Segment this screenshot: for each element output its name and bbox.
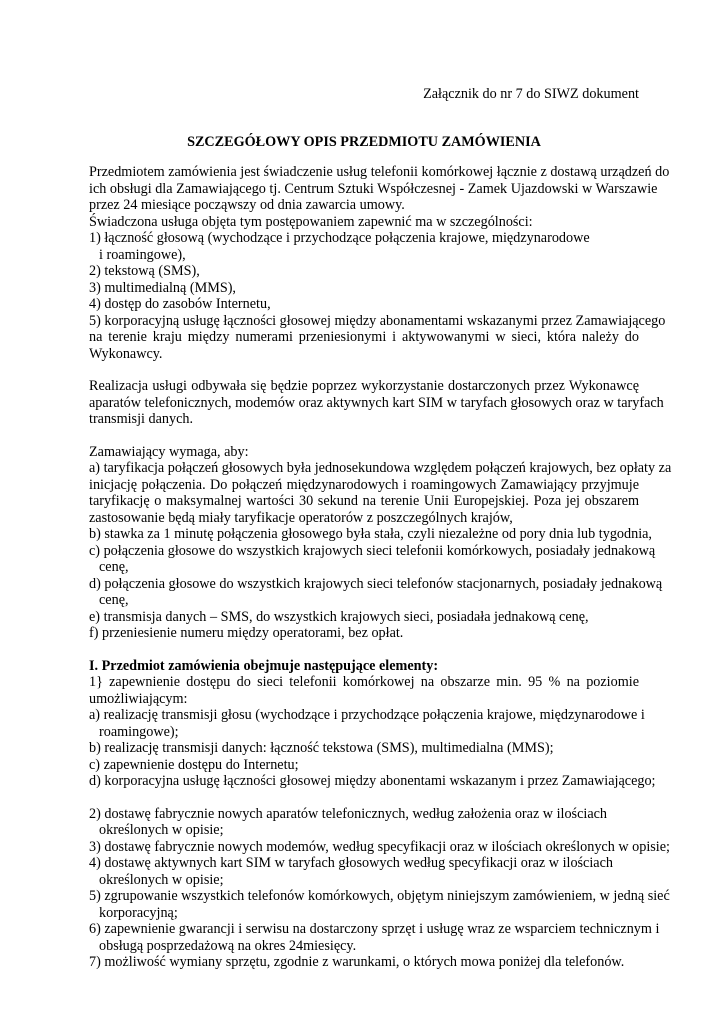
list-item: 3) multimedialną (MMS), (89, 279, 236, 296)
list-item-continuation: zastosowanie będą miały taryfikacje operatorów z poszczególnych krajów, (89, 509, 513, 526)
list-item: b) realizację transmisji danych: łączność tekstowa (SMS), multimedialna (MMS); (89, 740, 554, 756)
intro-line: Przedmiotem zamówienia jest świadczenie usług telefonii komórkowej łącznie z dostawą urządzeń do (89, 164, 670, 180)
list-item: a) realizację transmisji głosu (wychodzące i przychodzące połączenia krajowe, międzynarodowe i (89, 707, 645, 723)
list-item: 4) dostawę aktywnych kart SIM w taryfach głosowych według specyfikacji oraz w ilościach (89, 855, 613, 871)
list-item: 2) tekstową (SMS), (89, 263, 200, 279)
intro-line: przez 24 miesiące począwszy od dnia zawarcia umowy. (89, 197, 405, 213)
list-item: 5) korporacyjną usługę łączności głosowej między abonamentami wskazanymi przez Zamawiającego (89, 312, 666, 329)
paragraph-line: aparatów telefonicznych, modemów oraz aktywnych kart SIM w taryfach głosowych oraz w taryfach (89, 394, 664, 411)
document-title: SZCZEGÓŁOWY OPIS PRZEDMIOTU ZAMÓWIENIA (187, 134, 541, 150)
list-item: 4) dostęp do zasobów Internetu, (89, 296, 271, 312)
list-item-continuation: określonych w opisie; (99, 822, 224, 838)
list-item-continuation: na terenie kraju między numerami przeniesionymi i aktywowanymi w sieci, która należy do (89, 329, 639, 345)
list-item: c) połączenia głosowe do wszystkich krajowych sieci telefonii komórkowych, posiadały jednakową (89, 542, 656, 559)
list-item: a) taryfikacja połączeń głosowych była jednosekundowa względem połączeń krajowych, bez opłaty za (89, 460, 672, 476)
list-item-continuation: i roamingowe), (99, 246, 186, 263)
list-item: b) stawka za 1 minutę połączenia głosowego była stała, czyli niezależne od pory dnia lub tygodnia, (89, 526, 652, 542)
list-item-continuation: cenę, (99, 592, 129, 608)
list-item-continuation: taryfikację o maksymalnej wartości 30 sekund na terenie Unii Europejskiej. Poza jej obszarem (89, 493, 639, 509)
list-item: 5) zgrupowanie wszystkich telefonów komórkowych, objętym niniejszym zamówieniem, w jedną sieć (89, 888, 670, 904)
intro-line: ich obsługi dla Zamawiającego tj. Centrum Sztuki Współczesnej - Zamek Ujazdowski w Warszawie (89, 180, 658, 197)
list-item: 1) łączność głosową (wychodzące i przychodzące połączenia krajowe, międzynarodowe (89, 230, 590, 246)
list-item: d) korporacyjna usługę łączności głosowej między abonentami wskazanym i przez Zamawiającego; (89, 773, 656, 789)
list-item-continuation: obsługą posprzedażową na okres 24miesięcy. (99, 937, 357, 954)
annex-note: Załącznik do nr 7 do SIWZ dokument (423, 86, 639, 102)
list-item: e) transmisja danych – SMS, do wszystkich krajowych sieci, posiadała jednakową cenę, (89, 608, 589, 625)
list-item: 7) możliwość wymiany sprzętu, zgodnie z warunkami, o których mowa poniżej dla telefonów. (89, 954, 625, 970)
paragraph-line: Zamawiający wymaga, aby: (89, 443, 249, 460)
list-item: 6) zapewnienie gwarancji i serwisu na dostarczony sprzęt i usługę wraz ze wsparciem technicznym i (89, 921, 660, 937)
list-item: f) przeniesienie numeru między operatorami, bez opłat. (89, 625, 404, 641)
paragraph-line: Realizacja usługi odbywała się będzie poprzez wykorzystanie dostarczonych przez Wykonawcę (89, 378, 639, 394)
paragraph-line: transmisji danych. (89, 411, 194, 427)
intro-line: Świadczona usługa objęta tym postępowaniem zapewnić ma w szczególności: (89, 213, 533, 230)
list-item-continuation: Wykonawcy. (89, 345, 163, 362)
list-item-continuation: inicjację połączenia. Do połączeń międzynarodowych i roamingowych Zamawiający przyjmuje (89, 476, 639, 493)
list-item-continuation: cenę, (99, 559, 129, 575)
list-item-continuation: roamingowe); (99, 723, 179, 740)
document-page (89, 0, 672, 1024)
list-item: d) połączenia głosowe do wszystkich krajowych sieci telefonów stacjonarnych, posiadały jednakową (89, 575, 663, 592)
list-item: 2) dostawę fabrycznie nowych aparatów telefonicznych, według założenia oraz w ilościach (89, 805, 608, 822)
list-item: 3) dostawę fabrycznie nowych modemów, według specyfikacji oraz w ilościach określonych w opisie; (89, 838, 670, 855)
list-item: c) zapewnienie dostępu do Internetu; (89, 756, 299, 773)
section-heading: I. Przedmiot zamówienia obejmuje następujące elementy: (89, 657, 439, 674)
list-item-continuation: umożliwiającym: (89, 690, 188, 707)
list-item-continuation: określonych w opisie; (99, 871, 224, 888)
list-item-continuation: korporacyjną; (99, 904, 178, 921)
list-item: 1} zapewnienie dostępu do sieci telefonii komórkowej na obszarze min. 95 % na poziomie (89, 674, 639, 690)
